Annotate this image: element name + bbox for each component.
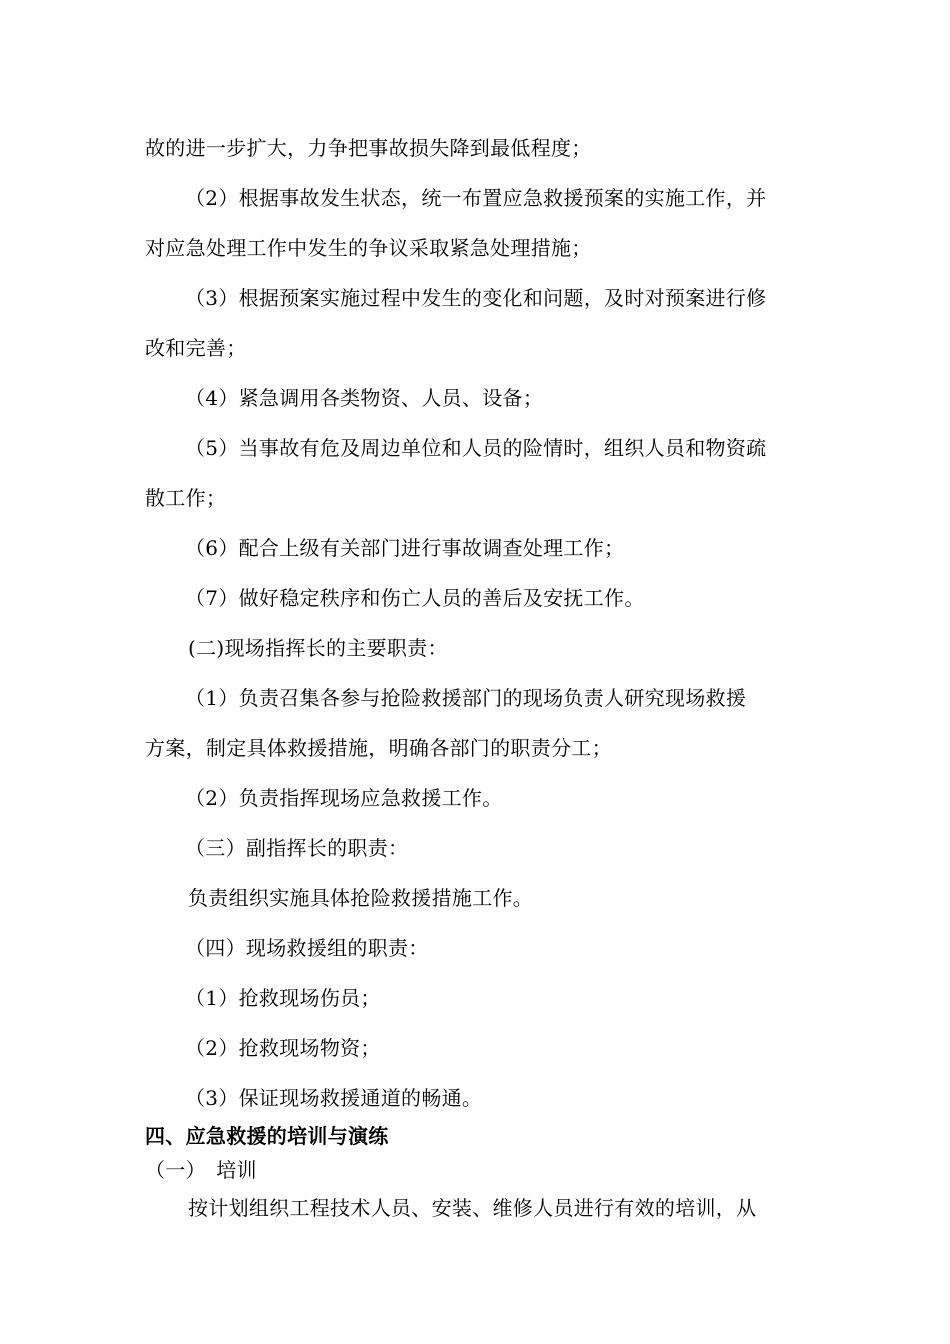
text-line: （1）负责召集各参与抢险救援部门的现场负责人研究现场救援: [185, 686, 747, 710]
text-line: （7）做好稳定秩序和伤亡人员的善后及安抚工作。: [185, 586, 645, 610]
text-line: （2）根据事故发生状态，统一布置应急救援预案的实施工作，并: [185, 186, 767, 210]
text-line: 对应急处理工作中发生的争议采取紧急处理措施；: [145, 236, 592, 260]
section-heading: 四、应急救援的培训与演练: [145, 1124, 389, 1148]
text-line: （3）保证现场救援通道的畅通。: [185, 1086, 483, 1110]
text-line: （2）负责指挥现场应急救援工作。: [185, 786, 503, 810]
subsection-heading: （一） 培训: [145, 1158, 257, 1182]
text-line: 散工作；: [145, 486, 227, 510]
section-subheading: （三）副指挥长的职责：: [185, 836, 409, 860]
text-line: 故的进一步扩大，力争把事故损失降到最低程度；: [145, 136, 592, 160]
text-line: （6）配合上级有关部门进行事故调查处理工作；: [185, 536, 625, 560]
text-line: （2）抢救现场物资；: [185, 1036, 381, 1060]
text-line: （3）根据预案实施过程中发生的变化和问题，及时对预案进行修: [185, 286, 767, 310]
section-subheading: (二)现场指挥长的主要职责：: [188, 636, 448, 660]
text-line: （5）当事故有危及周边单位和人员的险情时，组织人员和物资疏: [185, 436, 767, 460]
text-line: （4）紧急调用各类物资、人员、设备；: [185, 386, 544, 410]
text-line: （1）抢救现场伤员；: [185, 986, 381, 1010]
text-line: 改和完善；: [145, 336, 247, 360]
section-subheading: （四）现场救援组的职责：: [185, 936, 429, 960]
text-line: 方案，制定具体救援措施，明确各部门的职责分工；: [145, 736, 612, 760]
text-line: 按计划组织工程技术人员、安装、维修人员进行有效的培训，从: [188, 1196, 757, 1220]
text-line: 负责组织实施具体抢险救援措施工作。: [188, 886, 534, 910]
